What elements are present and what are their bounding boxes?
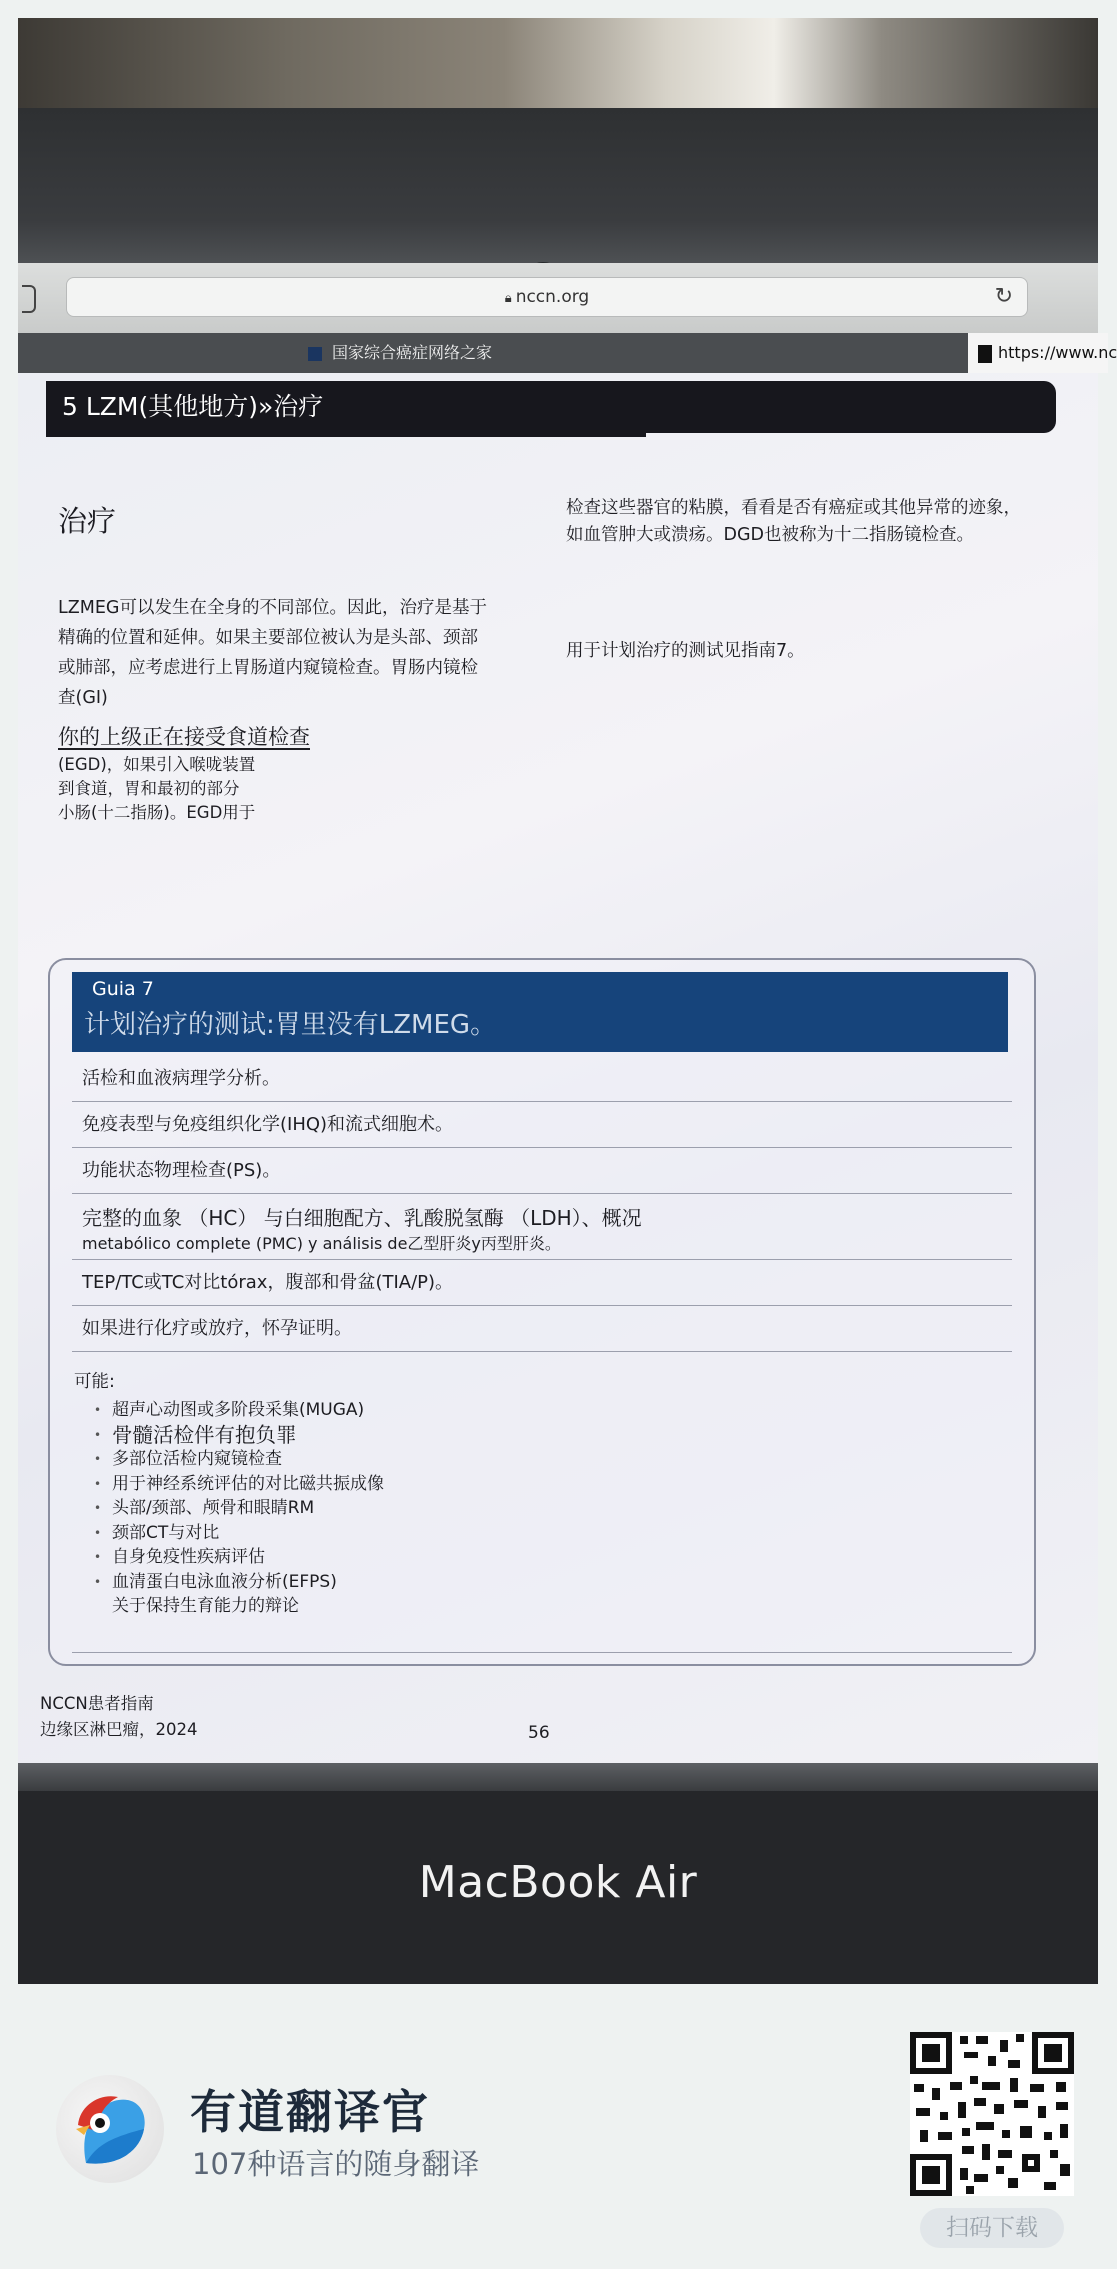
egd-line: 小肠(十二指肠)。EGD用于 [58, 803, 256, 822]
photo-of-laptop [18, 18, 1117, 1984]
browser-tab-bar [18, 333, 1117, 373]
guide-row: 如果进行化疗或放疗，怀孕证明。 [72, 1306, 1012, 1352]
guide-row: 活检和血液病理学分析。 [72, 1056, 1012, 1102]
guide-row: TEP/TC或TC对比tórax，腹部和骨盆(TIA/P)。 [72, 1260, 1012, 1306]
page-number: 56 [528, 1723, 550, 1743]
guide-7-box [48, 958, 1036, 1666]
egd-heading: 你的上级正在接受食道检查 [58, 725, 310, 749]
guide-row-line: metabólico complete (PMC) y análisis de乙型肝炎y丙型肝炎。 [82, 1234, 561, 1253]
list-item: • 用于神经系统评估的对比磁共振成像 [88, 1472, 384, 1497]
screen-bezel-top [18, 108, 1098, 268]
youdao-logo-icon [56, 2075, 164, 2183]
section-header: 5 LZM(其他地方)»治疗 [46, 381, 1056, 433]
guide-reference: 用于计划治疗的测试见指南7。 [566, 641, 805, 661]
lock-icon: 🔒︎ [504, 291, 512, 306]
macbook-label: MacBook Air [418, 1857, 698, 1908]
page-footer [40, 1691, 198, 1743]
guide-row: 免疫表型与免疫组织化学(IHQ)和流式细胞术。 [72, 1102, 1012, 1148]
tab-title: 国家综合癌症网络之家 [332, 343, 493, 362]
list-item: • 颈部CT与对比 [88, 1521, 384, 1546]
guide-header [72, 972, 1008, 1052]
screen-hinge [18, 1763, 1098, 1791]
divider [72, 1652, 1012, 1653]
page-icon [978, 345, 992, 363]
guide-label: Guia 7 [92, 978, 154, 1000]
list-item: • 血清蛋白电泳血液分析(EFPS) [88, 1570, 384, 1595]
footer-line: NCCN患者指南 [40, 1694, 154, 1713]
possible-label: 可能: [74, 1372, 115, 1392]
list-item: • 自身免疫性疾病评估 [88, 1545, 384, 1570]
list-item: • 多部位活检内窥镜检查 [88, 1447, 384, 1472]
sidebar-toggle-icon[interactable] [22, 285, 36, 313]
scan-download-button[interactable]: 扫码下载 [920, 2208, 1064, 2248]
app-name: 有道翻译官 [190, 2085, 430, 2139]
document-page [18, 373, 1098, 1763]
egd-paragraph [58, 753, 398, 825]
tab-nccn-home[interactable] [308, 333, 492, 373]
reload-icon[interactable]: ↻ [994, 284, 1013, 309]
screen-bezel-bottom [18, 1791, 1098, 1984]
intro-paragraph: LZMEG可以发生在全身的不同部位。因此，治疗是基于精确的位置和延伸。如果主要部位被认为是头部、颈部或肺部，应考虑进行上胃肠道内窥镜检查。胃肠内镜检查(GI) [58, 598, 487, 708]
tab-second[interactable] [968, 333, 1117, 373]
possible-list [88, 1398, 384, 1619]
egd-line: 到食道，胃和最初的部分 [58, 779, 240, 798]
qr-code-icon[interactable] [910, 2032, 1074, 2196]
app-slogan: 107种语言的随身翻译 [192, 2147, 480, 2181]
guide-row [72, 1194, 1012, 1260]
list-item: • 骨髓活检伴有抱负罪 [88, 1423, 384, 1448]
guide-row: 功能状态物理检查(PS)。 [72, 1148, 1012, 1194]
footer-line: 边缘区淋巴瘤，2024 [40, 1720, 198, 1739]
background-room [18, 18, 1098, 108]
favicon-icon [308, 347, 322, 361]
list-item: 关于保持生育能力的辩论 [112, 1596, 299, 1616]
egd-line: (EGD)，如果引入喉咙装置 [58, 755, 256, 774]
page-title: 治疗 [58, 504, 117, 538]
guide-row-line: 完整的血象 （HC） 与白细胞配方、乳酸脱氢酶 （LDH）、概况 [82, 1206, 642, 1230]
tab-second-title: https://www.nc [998, 343, 1117, 362]
browser-toolbar [18, 263, 1098, 333]
right-paragraph: 检查这些器官的粘膜，看看是否有癌症或其他异常的迹象，如血管肿大或溃疡。DGD也被称为十二指肠镜检查。 [566, 498, 1021, 545]
list-item: • 超声心动图或多阶段采集(MUGA) [88, 1398, 384, 1423]
list-item: • 头部/颈部、颅骨和眼睛RM [88, 1496, 384, 1521]
url-text: nccn.org [515, 287, 590, 307]
guide-title: 计划治疗的测试:胃里没有LZMEG。 [84, 1010, 497, 1040]
address-bar[interactable] [66, 277, 1028, 317]
